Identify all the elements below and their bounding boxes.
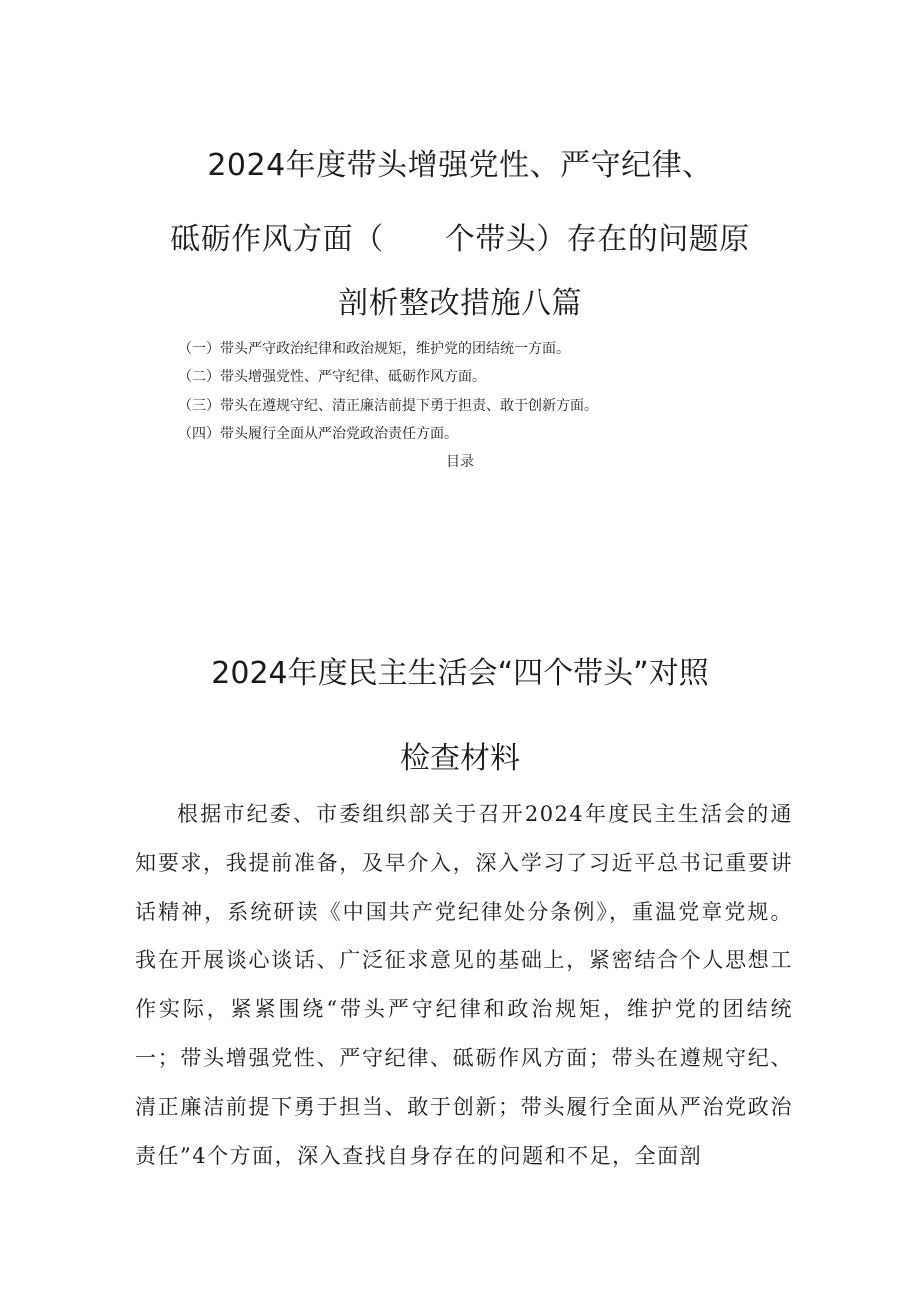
toc-heading: 目录 xyxy=(446,454,474,470)
document-title-line-3: 剖析整改措施八篇 xyxy=(338,286,582,321)
toc-item-2[interactable]: （二）带头增强党性、严守纪律、砥砺作风方面。 xyxy=(178,369,486,385)
toc-item-1[interactable]: （一）带头严守政治纪律和政治规矩，维护党的团结统一方面。 xyxy=(178,341,570,357)
document-title-line-1: 2024年度带头增强党性、严守纪律、 xyxy=(207,148,713,183)
article-title-line-1: 2024年度民主生活会“四个带头”对照 xyxy=(211,656,709,691)
article-title-line-2: 检查材料 xyxy=(400,741,520,776)
article-paragraph: 根据市纪委、市委组织部关于召开2024年度民主生活会的通知要求，我提前准备，及早介入，深入学习了习近平总书记重要讲话精神，系统研读《中国共产党纪律处分条例》，重温党章党规。我在开展谈心谈话、广泛征求意见的基础上，紧密结合个人思想工作实际，紧紧围绕“带头严守纪律和政治规矩，维护党的团结统一；带头增强党性、严守纪律、砥砺作风方面；带头在遵规守纪、清正廉洁前提下勇于担当、敢于创新；带头履行全面从严治党政治责任”4个方面，深入查找自身存在的问题和不足，全面剖 xyxy=(135,802,793,1168)
toc-item-3[interactable]: （三）带头在遵规守纪、清正廉洁前提下勇于担责、敢于创新方面。 xyxy=(178,398,598,414)
document-title-line-2: 砥砺作风方面（ 个带头）存在的问题原 xyxy=(170,222,750,257)
toc-item-4[interactable]: （四）带头履行全面从严治党政治责任方面。 xyxy=(178,426,458,442)
